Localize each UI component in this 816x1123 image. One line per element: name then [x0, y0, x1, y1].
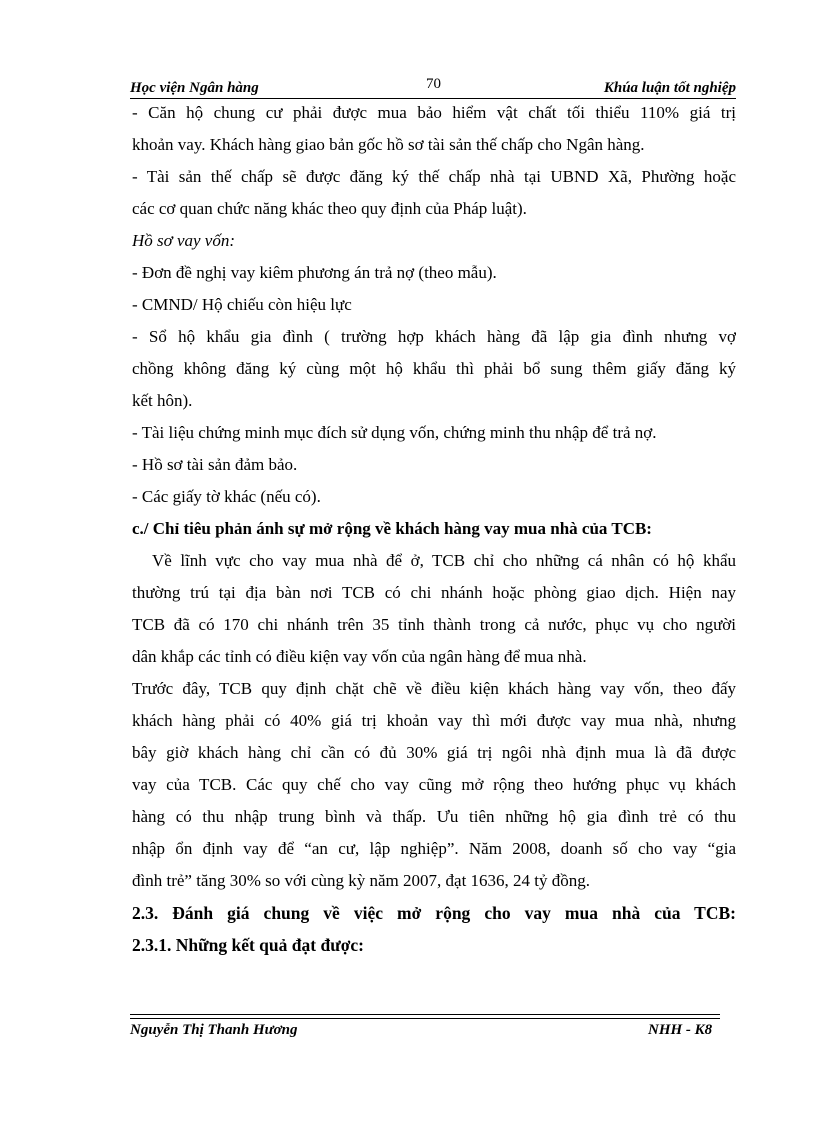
text-line: khoản vay. Khách hàng giao bản gốc hồ sơ tài sản thế chấp cho Ngân hàng. [132, 135, 645, 154]
text-line: vay của TCB. Các quy chế cho vay cũng mở rộng theo hướng phục vụ khách [132, 775, 736, 794]
text-line: kết hôn). [132, 391, 193, 410]
text-line: hàng có thu nhập trung bình và thấp. Ưu tiên những hộ gia đình trẻ có thu [132, 807, 736, 826]
text-line: - Tài sản thế chấp sẽ được đăng ký thế chấp nhà tại UBND Xã, Phường hoặc [132, 167, 736, 186]
text-line: chồng không đăng ký cùng một hộ khẩu thì phải bổ sung thêm giấy đăng ký [132, 359, 736, 378]
list-item: - CMND/ Hộ chiếu còn hiệu lực [132, 295, 352, 314]
text-line: nhập ổn định vay để “an cư, lập nghiệp”. Năm 2008, doanh số cho vay “gia [132, 839, 736, 858]
text-line: đình trẻ” tăng 30% so với cùng kỳ năm 2007, đạt 1636, 24 tỷ đồng. [132, 871, 591, 890]
footer-rule [130, 1018, 720, 1019]
page-number: 70 [426, 76, 441, 92]
text-line: - Căn hộ chung cư phải được mua bảo hiểm vật chất tối thiểu 110% giá trị [132, 103, 736, 122]
list-item: - Hồ sơ tài sản đảm bảo. [132, 455, 298, 474]
text-line: TCB đã có 170 chi nhánh trên 35 tỉnh thành trong cả nước, phục vụ cho người [132, 615, 736, 634]
list-item: - Tài liệu chứng minh mục đích sử dụng vốn, chứng minh thu nhập để trả nợ. [132, 423, 657, 442]
text-line: Về lĩnh vực cho vay mua nhà để ở, TCB chỉ cho những cá nhân có hộ khẩu [152, 551, 736, 570]
header-document-type: Khúa luận tốt nghiệp [603, 80, 736, 96]
text-line: khách hàng phải có 40% giá trị khoản vay thì mới được vay mua nhà, nhưng [132, 711, 736, 730]
section-heading-2-3: 2.3. Đánh giá chung về việc mở rộng cho vay mua nhà của TCB: [132, 903, 736, 923]
text-line: Trước đây, TCB quy định chặt chẽ về điều kiện khách hàng vay vốn, theo đấy [132, 679, 736, 698]
document-body [132, 97, 736, 961]
subheading-loan-documents: Hồ sơ vay vốn: [132, 231, 236, 250]
footer-class: NHH - K8 [648, 1022, 713, 1038]
list-item: - Đơn đề nghị vay kiêm phương án trả nợ (theo mẫu). [132, 263, 497, 282]
text-line: thường trú tại địa bàn nơi TCB có chi nhánh hoặc phòng giao dịch. Hiện nay [132, 583, 736, 602]
section-heading-c: c./ Chỉ tiêu phản ánh sự mở rộng về khách hàng vay mua nhà của TCB: [132, 519, 652, 538]
text-line: bây giờ khách hàng chỉ cần có đủ 30% giá trị ngôi nhà định mua là đã được [132, 743, 736, 762]
footer-author: Nguyễn Thị Thanh Hương [130, 1022, 298, 1038]
text-line: các cơ quan chức năng khác theo quy định của Pháp luật). [132, 199, 527, 218]
list-item: - Sổ hộ khẩu gia đình ( trường hợp khách hàng đã lập gia đình nhưng vợ [132, 327, 736, 346]
list-item: - Các giấy tờ khác (nếu có). [132, 487, 321, 506]
footer-rule [130, 1014, 720, 1015]
text-line: dân khắp các tỉnh có điều kiện vay vốn của ngân hàng để mua nhà. [132, 647, 587, 666]
header-institution: Học viện Ngân hàng [130, 80, 259, 96]
section-heading-2-3-1: 2.3.1. Những kết quả đạt được: [132, 935, 364, 955]
